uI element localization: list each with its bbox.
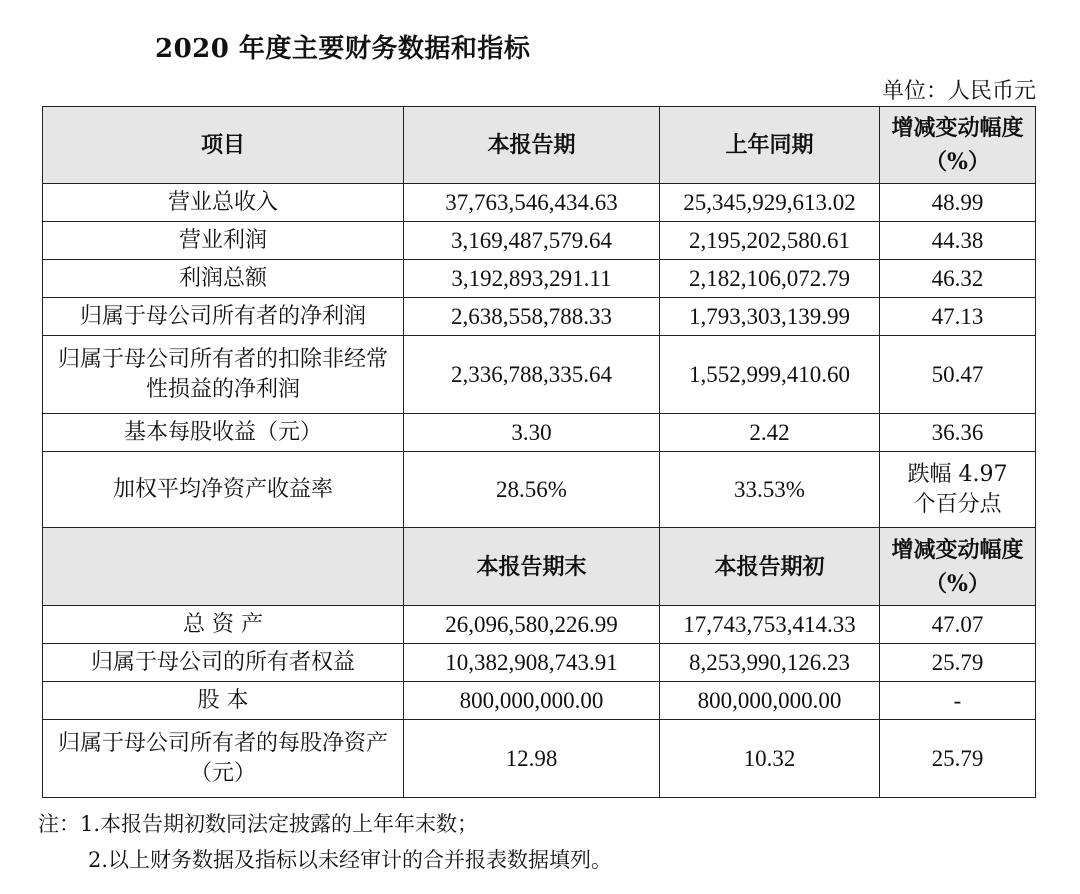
row-change: 跌幅 4.97 个百分点: [880, 452, 1036, 528]
subheader-item: [43, 528, 404, 606]
row-previous: 2,182,106,072.79: [660, 260, 880, 298]
row-previous: 800,000,000.00: [660, 682, 880, 720]
row-change: 47.13: [880, 298, 1036, 336]
table-row: [43, 222, 1036, 260]
row-previous: 8,253,990,126.23: [660, 644, 880, 682]
row-change: 25.79: [880, 720, 1036, 798]
row-current: 26,096,580,226.99: [404, 606, 660, 644]
table-subheader-row: [43, 528, 1036, 606]
row-change: 48.99: [880, 184, 1036, 222]
row-item: 营业利润: [43, 222, 404, 260]
row-current: 800,000,000.00: [404, 682, 660, 720]
row-current: 3,192,893,291.11: [404, 260, 660, 298]
row-item: 基本每股收益（元）: [43, 414, 404, 452]
row-current: 2,638,558,788.33: [404, 298, 660, 336]
table-row: [43, 184, 1036, 222]
row-item: 总 资 产: [43, 606, 404, 644]
table-row: [43, 682, 1036, 720]
note-line-1: 注：1.本报告期初数同法定披露的上年年末数；: [38, 812, 479, 836]
row-item: 营业总收入: [43, 184, 404, 222]
row-item: 利润总额: [43, 260, 404, 298]
row-previous: 25,345,929,613.02: [660, 184, 880, 222]
financial-data-table: [42, 106, 1036, 798]
header-period-end: 本报告期末: [404, 528, 660, 606]
row-current: 2,336,788,335.64: [404, 336, 660, 414]
table-row: [43, 644, 1036, 682]
row-item: 归属于母公司的所有者权益: [43, 644, 404, 682]
header-previous-period: 上年同期: [660, 107, 880, 184]
table-row: [43, 298, 1036, 336]
table-row: [43, 606, 1036, 644]
row-change: 50.47: [880, 336, 1036, 414]
header-change-rate: 增减变动幅度（%）: [880, 107, 1036, 184]
note-line-2: 2.以上财务数据及指标以未经审计的合并报表数据填列。: [88, 848, 613, 872]
table-header-row: [43, 107, 1036, 184]
row-current: 3.30: [404, 414, 660, 452]
table-row: [43, 720, 1036, 798]
header-period-start: 本报告期初: [660, 528, 880, 606]
row-previous: 2,195,202,580.61: [660, 222, 880, 260]
header-current-period: 本报告期: [404, 107, 660, 184]
row-previous: 2.42: [660, 414, 880, 452]
row-change: 25.79: [880, 644, 1036, 682]
row-current: 3,169,487,579.64: [404, 222, 660, 260]
row-current: 10,382,908,743.91: [404, 644, 660, 682]
row-item: 归属于母公司所有者的每股净资产（元）: [43, 720, 404, 798]
row-change: 44.38: [880, 222, 1036, 260]
header-item: 项目: [43, 107, 404, 184]
row-previous: 10.32: [660, 720, 880, 798]
table-notes: [38, 806, 612, 878]
row-current: 12.98: [404, 720, 660, 798]
row-change: 36.36: [880, 414, 1036, 452]
row-item: 归属于母公司所有者的扣除非经常性损益的净利润: [43, 336, 404, 414]
table-row: [43, 414, 1036, 452]
row-previous: 1,793,303,139.99: [660, 298, 880, 336]
row-current: 37,763,546,434.63: [404, 184, 660, 222]
currency-unit: 单位：人民币元: [881, 79, 1036, 104]
row-previous: 17,743,753,414.33: [660, 606, 880, 644]
table-row: [43, 336, 1036, 414]
row-item: 归属于母公司所有者的净利润: [43, 298, 404, 336]
row-change: -: [880, 682, 1036, 720]
row-item: 加权平均净资产收益率: [43, 452, 404, 528]
row-previous: 33.53%: [660, 452, 880, 528]
row-current: 28.56%: [404, 452, 660, 528]
page-title: 2020 年度主要财务数据和指标: [155, 34, 531, 64]
row-change: 46.32: [880, 260, 1036, 298]
table-row: [43, 452, 1036, 528]
header-change-rate: 增减变动幅度（%）: [880, 528, 1036, 606]
row-previous: 1,552,999,410.60: [660, 336, 880, 414]
row-item: 股 本: [43, 682, 404, 720]
row-change: 47.07: [880, 606, 1036, 644]
table-row: [43, 260, 1036, 298]
